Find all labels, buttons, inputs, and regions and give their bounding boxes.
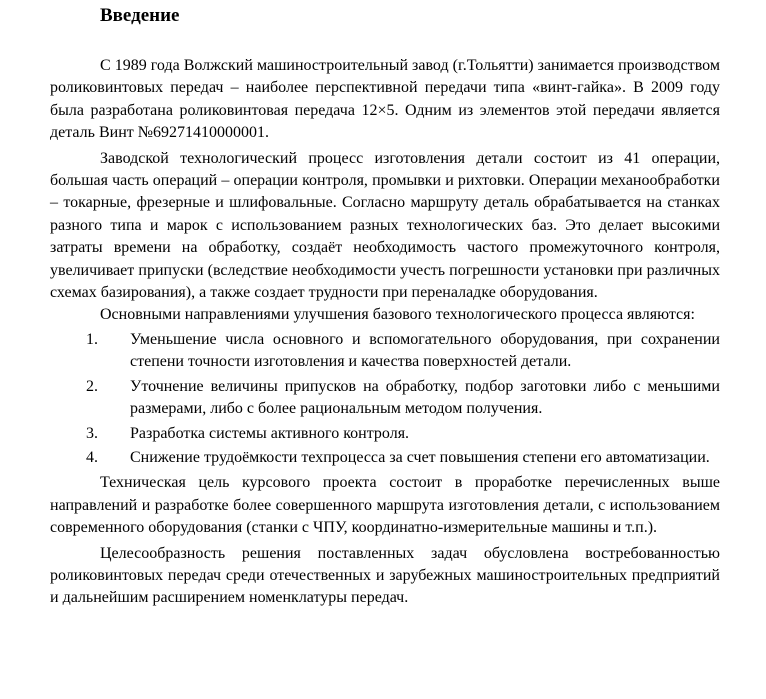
list-item-text: Уменьшение числа основного и вспомогательного оборудования, при сохранении степени точности изготовления и качества поверхностей детали. — [130, 330, 720, 371]
document-page — [50, 0, 720, 610]
list-item-number: 4. — [86, 448, 98, 466]
paragraph-2: Заводской технологический процесс изготовления детали состоит из 41 операции, большая часть операций – операции контроля, промывки и рихтовки. Операции механообработки – токарные, фрезерные и шлифовальные. Согласно маршруту деталь обрабатывается на станках разного типа и марок с использованием разных технологических баз. Это делает высокими затраты времени на обработку, создаёт необходимость частого промежуточного контроля, увеличивает припуски (вследствие необходимости учесть погрешности установки при различных схемах базирования), а также создает трудности при переналадке оборудования. — [50, 149, 720, 302]
list-item-text: Уточнение величины припусков на обработку, подбор заготовки либо с меньшими размерами, либо с более рациональным методом получения. — [130, 377, 720, 418]
section-heading: Введение — [100, 5, 180, 26]
paragraph-3: Основными направлениями улучшения базового технологического процесса являются: — [100, 306, 695, 324]
paragraph-1: С 1989 года Волжский машиностроительный завод (г.Тольятти) занимается производством роликовинтовых передач – наиболее перспективной передачи типа «винт-гайка». В 2009 году была разработана роликовинтовая передача 12×5. Одним из элементов этой передачи является деталь Винт №69271410000001. — [50, 57, 720, 142]
list-item — [50, 423, 720, 445]
list-item — [50, 376, 720, 421]
list-item-number: 1. — [86, 330, 98, 348]
list-item-text: Разработка системы активного контроля. — [130, 424, 410, 442]
paragraph-5: Целесообразность решения поставленных задач обусловлена востребованностью роликовинтовых передач среди отечественных и зарубежных машиностроительных предприятий и дальнейшим расширением номенклатуры передач. — [50, 544, 720, 607]
list-item — [50, 329, 720, 374]
list-item — [50, 447, 720, 469]
paragraph-4: Техническая цель курсового проекта состоит в проработке перечисленных выше направлений и разработке более совершенного маршрута изготовления детали, с использованием современного оборудования (станки с ЧПУ, координатно-измерительные машины и т.п.). — [50, 474, 720, 537]
list-item-number: 2. — [86, 377, 98, 395]
improvement-list — [50, 329, 720, 469]
list-item-text: Снижение трудоёмкости техпроцесса за счет повышения степени его автоматизации. — [130, 448, 710, 466]
list-item-number: 3. — [86, 424, 98, 442]
